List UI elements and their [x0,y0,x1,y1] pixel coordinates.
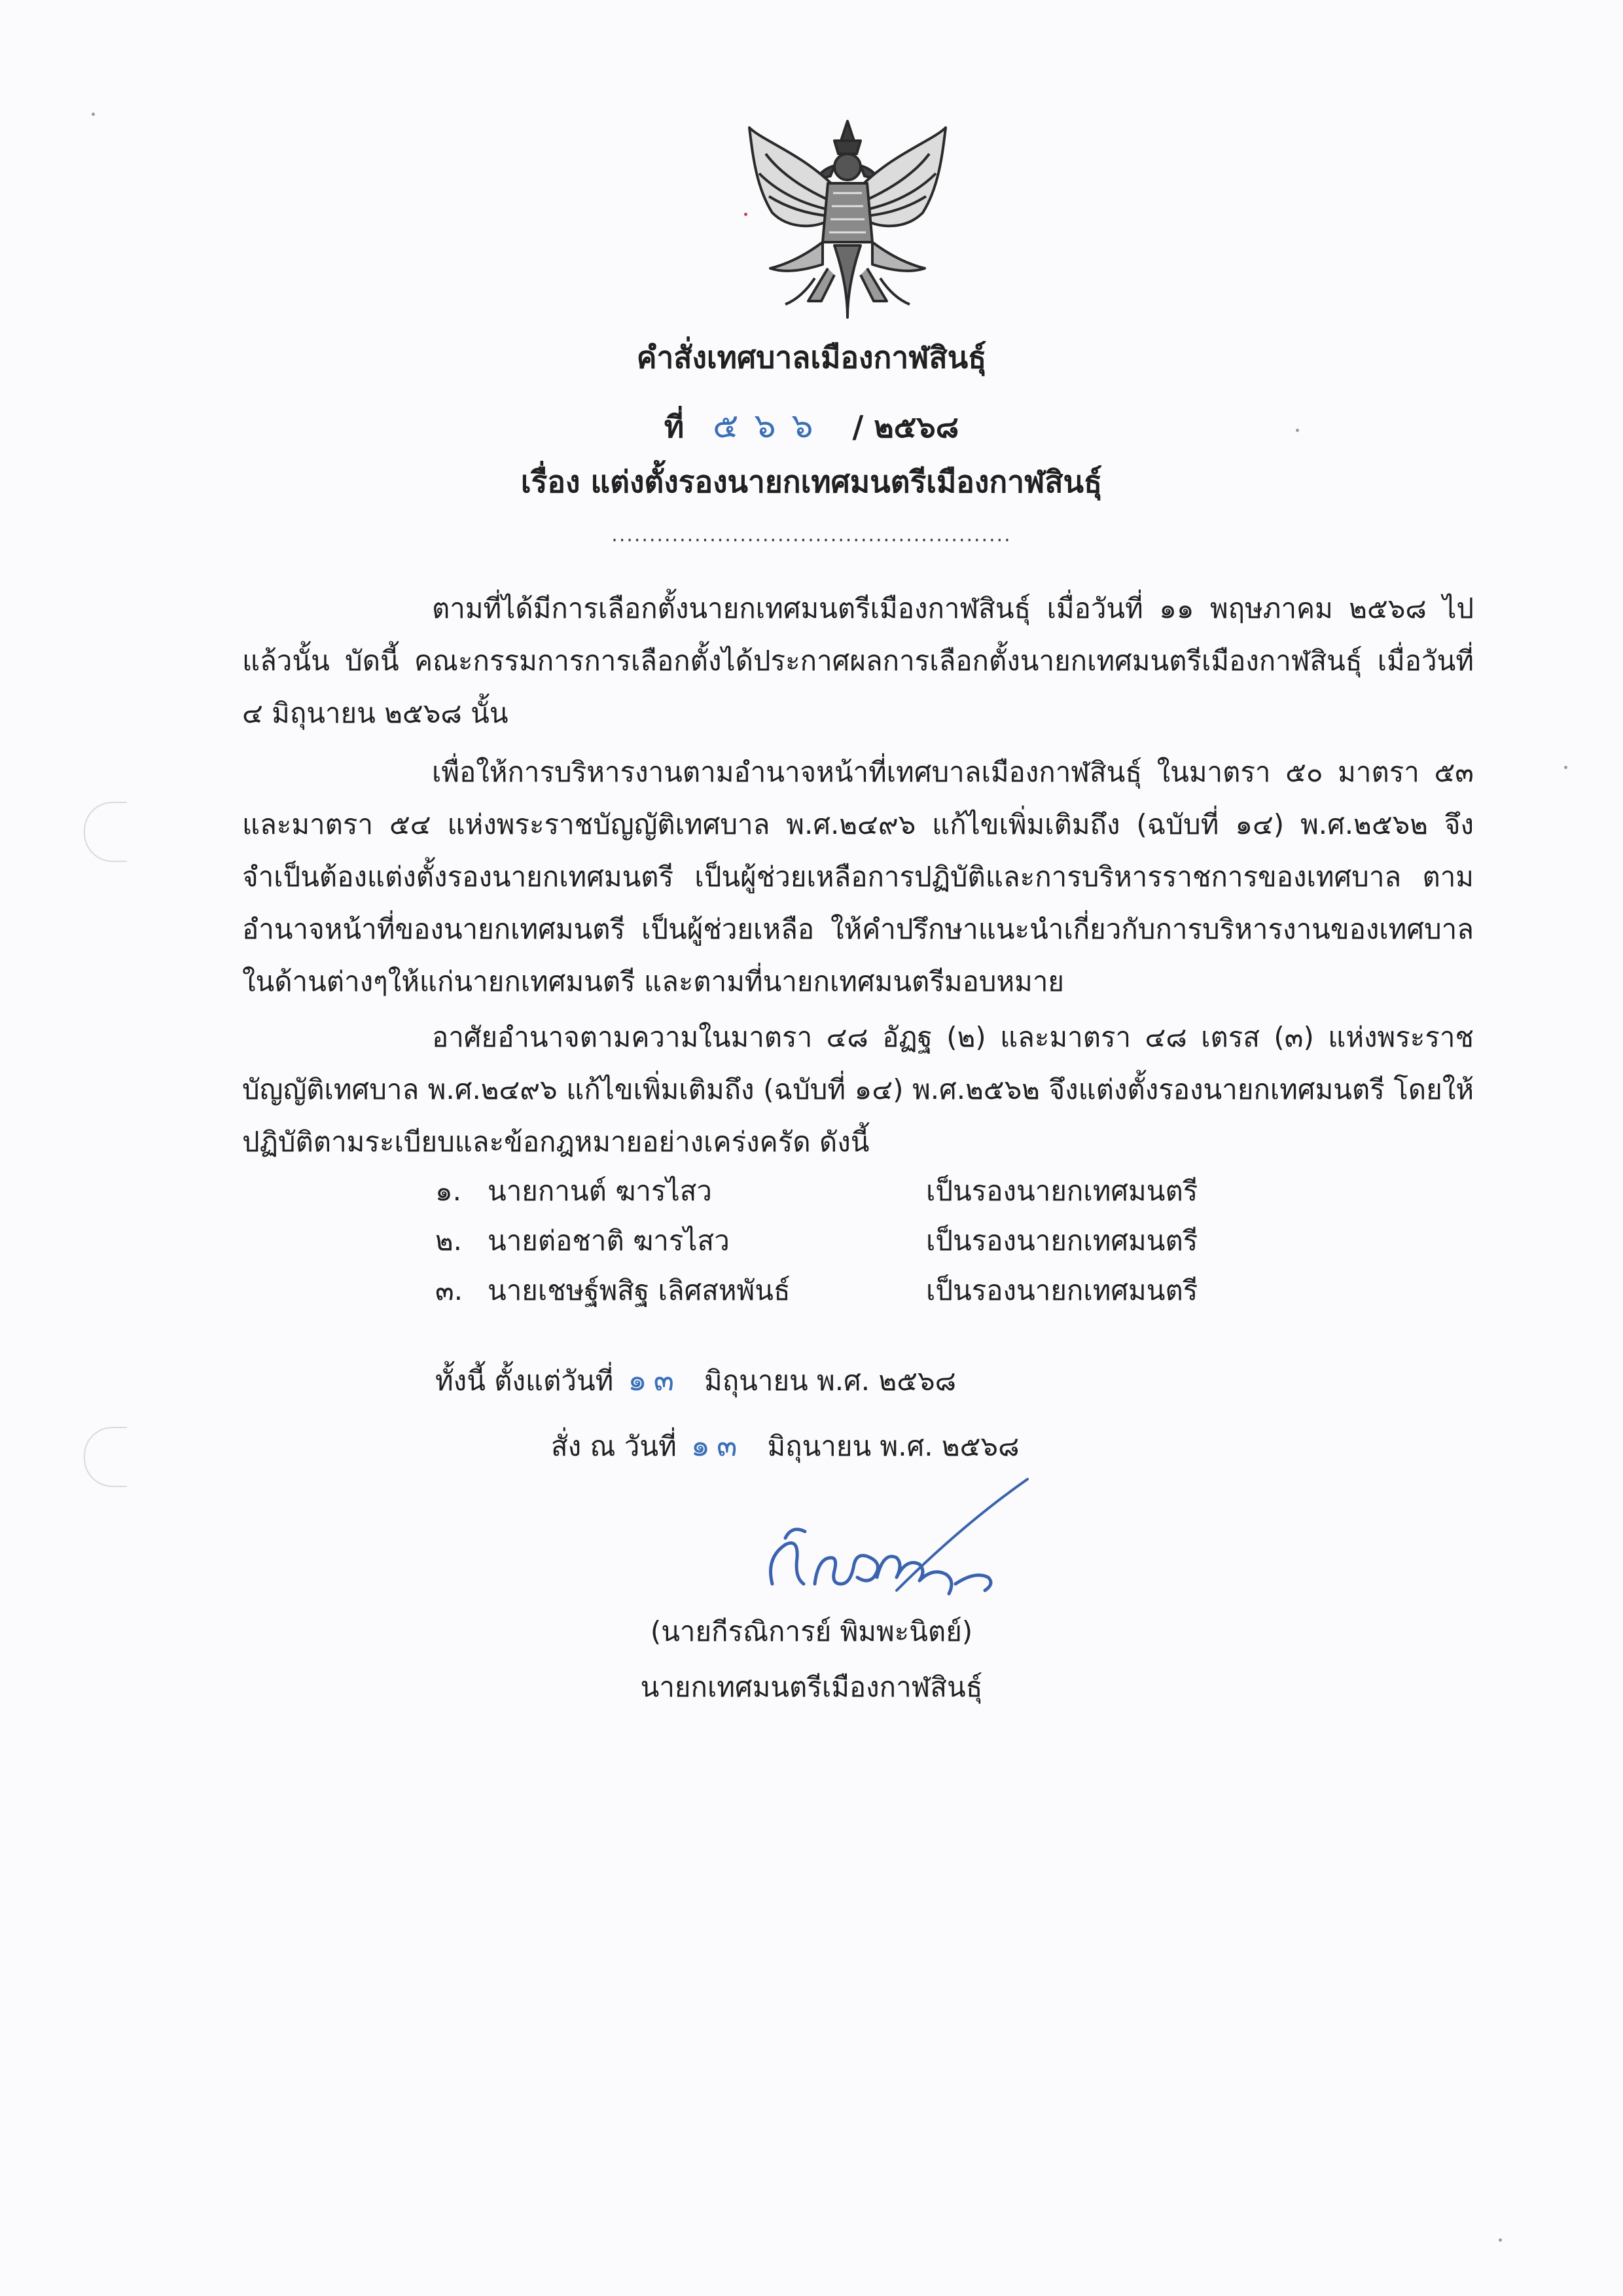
divider: ..................................................... [611,524,1012,547]
ordered-date-prefix: สั่ง ณ วันที่ [551,1430,677,1462]
signer-title: นายกเทศมนตรีเมืองกาฬสินธุ์ [640,1671,983,1703]
paragraph-3-text: อาศัยอำนาจตามความในมาตรา ๔๘ อัฏฐ (๒) และมาตรา ๔๘ เตรส (๓) แห่งพระราชบัญญัติเทศบาล พ.ศ.๒๔๙๖ แก้ไขเพิ่มเติมถึง (ฉบับที่ ๑๔) พ.ศ.๒๕๖๒ จึงแต่งตั้งรองนายกเทศมนตรี โดยให้ปฏิบัติตามระเบียบและข้อกฎหมายอย่างเคร่งครัด ดังนี้ [242,1021,1474,1158]
list-item [435,1266,1198,1316]
document-subject: เรื่อง แต่งตั้งรองนายกเทศมนตรีเมืองกาฬสินธุ์ [520,464,1103,499]
ordered-date-suffix: มิถุนายน พ.ศ. ๒๕๖๘ [767,1430,1020,1462]
order-number-prefix: ที่ [664,409,685,444]
list-item-number: ๑. [435,1175,462,1207]
order-number [0,398,1623,452]
garuda-emblem-icon [736,115,959,324]
list-item-position: เป็นรองนายกเทศมนตรี [926,1225,1198,1257]
punch-hole [84,1427,127,1487]
list-item-number: ๒. [435,1225,463,1257]
appointee-list [435,1166,1198,1316]
list-item [435,1166,1198,1216]
list-item-position: เป็นรองนายกเทศมนตรี [926,1175,1198,1207]
list-item-position: เป็นรองนายกเทศมนตรี [926,1274,1198,1306]
effective-date [435,1356,956,1404]
signer-name: (นายกีรณิการย์ พิมพะนิตย์) [650,1615,973,1647]
effective-date-prefix: ทั้งนี้ ตั้งแต่วันที่ [435,1365,614,1397]
handwritten-signature [746,1473,1086,1604]
punch-hole [84,802,127,862]
paragraph-1-text: ตามที่ได้มีการเลือกตั้งนายกเทศมนตรีเมืองกาฬสินธุ์ เมื่อวันที่ ๑๑ พฤษภาคม ๒๕๖๘ ไปแล้วนั้น บัดนี้ คณะกรรมการการเลือกตั้งได้ประกาศผลการเลือกตั้งนายกเทศมนตรีเมืองกาฬสินธุ์ เมื่อวันที่ ๔ มิถุนายน ๒๕๖๘ นั้น [242,592,1474,729]
scan-speck [92,113,95,116]
list-item-name: นายกานต์ ฆารไสว [488,1175,712,1207]
effective-date-suffix: มิถุนายน พ.ศ. ๒๕๖๘ [704,1365,957,1397]
paragraph-3 [242,1011,1474,1168]
paragraph-2 [242,746,1474,1008]
document-title: คำสั่งเทศบาลเมืองกาฬสินธุ์ [636,340,987,375]
effective-date-day: ๑๓ [628,1362,681,1397]
scan-speck [1499,2238,1502,2242]
paragraph-1 [242,583,1474,740]
ordered-date [551,1422,1019,1469]
order-number-year: / ๒๕๖๘ [852,409,959,444]
ordered-date-day: ๑๓ [690,1427,744,1463]
list-item [435,1216,1198,1266]
list-item-name: นายเชษฐ์พสิฐ เลิศสหพันธ์ [488,1274,791,1306]
list-item-name: นายต่อชาติ ฆารไสว [488,1225,730,1257]
list-item-number: ๓. [435,1274,463,1306]
order-number-handwritten: ๕๖๖ [713,406,829,446]
scan-speck [1564,766,1567,769]
paragraph-2-text: เพื่อให้การบริหารงานตามอำนาจหน้าที่เทศบาลเมืองกาฬสินธุ์ ในมาตรา ๕๐ มาตรา ๕๓ และมาตรา ๕๔ แห่งพระราชบัญญัติเทศบาล พ.ศ.๒๔๙๖ แก้ไขเพิ่มเติมถึง (ฉบับที่ ๑๔) พ.ศ.๒๕๖๒ จึงจำเป็นต้องแต่งตั้งรองนายกเทศมนตรี เป็นผู้ช่วยเหลือการปฏิบัติและการบริหารราชการของเทศบาล ตามอำนาจหน้าที่ของนายกเทศมนตรี เป็นผู้ช่วยเหลือ ให้คำปรึกษาแนะนำเกี่ยวกับการบริหารงานของเทศบาล ในด้านต่างๆให้แก่นายกเทศมนตรี และตามที่นายกเทศมนตรีมอบหมาย [242,756,1474,997]
